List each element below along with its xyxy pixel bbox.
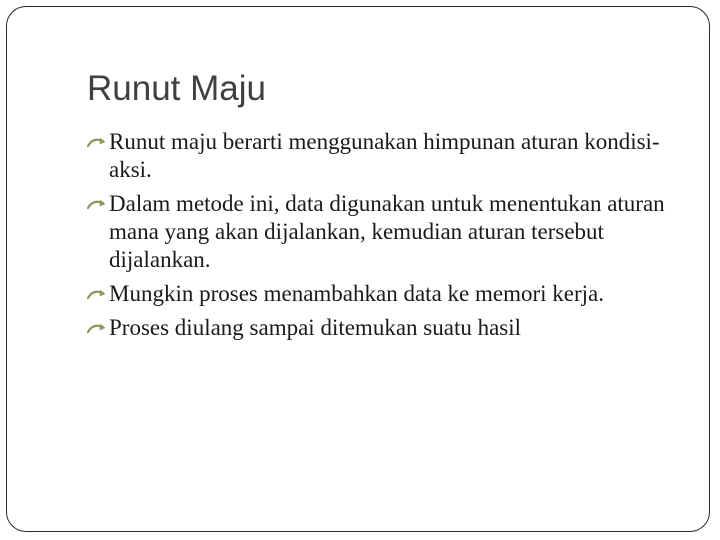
curved-arrow-bullet-icon xyxy=(87,280,109,308)
bullet-list xyxy=(87,128,687,348)
bullet-text: Runut maju berarti menggunakan himpunan aturan kondisi-aksi. xyxy=(109,129,660,182)
bullet-item xyxy=(87,128,687,184)
bullet-item xyxy=(87,190,687,274)
bullet-item xyxy=(87,280,687,308)
curved-arrow-bullet-icon xyxy=(87,314,109,342)
bullet-item xyxy=(87,314,687,342)
curved-arrow-bullet-icon xyxy=(87,190,109,218)
slide-title: Runut Maju xyxy=(87,69,266,108)
slide-frame xyxy=(6,6,710,532)
bullet-text: Mungkin proses menambahkan data ke memori kerja. xyxy=(109,281,604,306)
bullet-text: Dalam metode ini, data digunakan untuk menentukan aturan mana yang akan dijalankan, kemudian aturan tersebut dijalankan. xyxy=(109,191,665,272)
curved-arrow-bullet-icon xyxy=(87,128,109,156)
bullet-text: Proses diulang sampai ditemukan suatu hasil xyxy=(109,315,522,340)
